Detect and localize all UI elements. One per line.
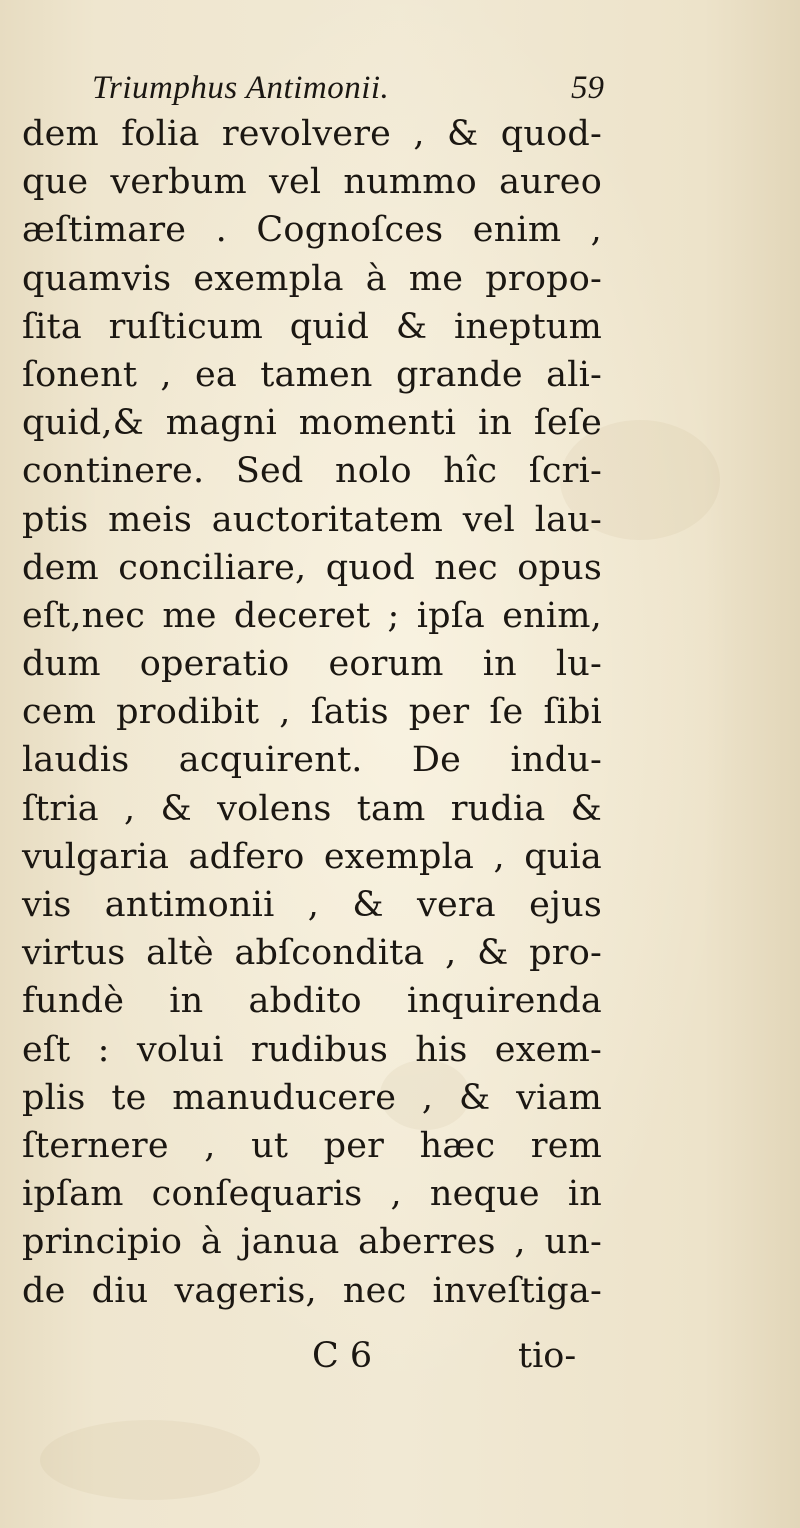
text-line: quid,& magni momenti in ſeſe [22, 403, 602, 444]
text-line: eſt : volui rudibus his exem- [22, 1029, 602, 1070]
body-text [22, 110, 602, 1315]
text-line: ſita ruſticum quid & ineptum [22, 306, 602, 347]
text-line: cem prodibit , ſatis per ſe ſibi [22, 692, 602, 733]
text-line: vis antimonii , & vera ejus [22, 885, 602, 925]
catchword: tio- [518, 1336, 577, 1376]
text-line: eſt,nec me deceret ; ipſa enim, [22, 595, 602, 636]
text-line: ipſam conſequaris , neque in [22, 1174, 602, 1215]
text-line: de diu vageris, nec inveſtiga- [22, 1270, 602, 1311]
running-title: Triumphus Antimonii. [92, 70, 390, 106]
paper-stain [40, 1420, 260, 1500]
text-line: quamvis exempla à me propo- [22, 258, 602, 299]
text-line: laudis acquirent. De indu- [22, 740, 602, 781]
text-line: dem folia revolvere , & quod- [22, 114, 602, 154]
text-line: ſonent , ea tamen grande ali- [22, 354, 602, 395]
text-line: ſtria , & volens tam rudia & [22, 788, 602, 829]
text-line: ptis meis auctoritatem vel lau- [22, 499, 602, 540]
signature-mark: C 6 [312, 1336, 373, 1376]
page-footer [22, 1332, 602, 1380]
text-line: plis te manuducere , & viam [22, 1077, 602, 1118]
text-line: que verbum vel nummo aureo [22, 162, 602, 203]
text-line: dem conciliare, quod nec opus [22, 547, 602, 588]
text-line: fundè in abdito inquirenda [22, 981, 602, 1022]
text-line: dum operatio eorum in lu- [22, 644, 602, 685]
page-number: 59 [571, 70, 604, 106]
text-line: virtus altè abſcondita , & pro- [22, 933, 602, 974]
text-line: principio à janua aberres , un- [22, 1222, 602, 1263]
text-line: continere. Sed nolo hîc ſcri- [22, 451, 602, 492]
text-line: ſternere , ut per hæc rem [22, 1125, 602, 1166]
text-line: æſtimare . Cognoſces enim , [22, 210, 602, 251]
page-header [92, 66, 604, 110]
text-line: vulgaria adfero exempla , quia [22, 836, 602, 877]
